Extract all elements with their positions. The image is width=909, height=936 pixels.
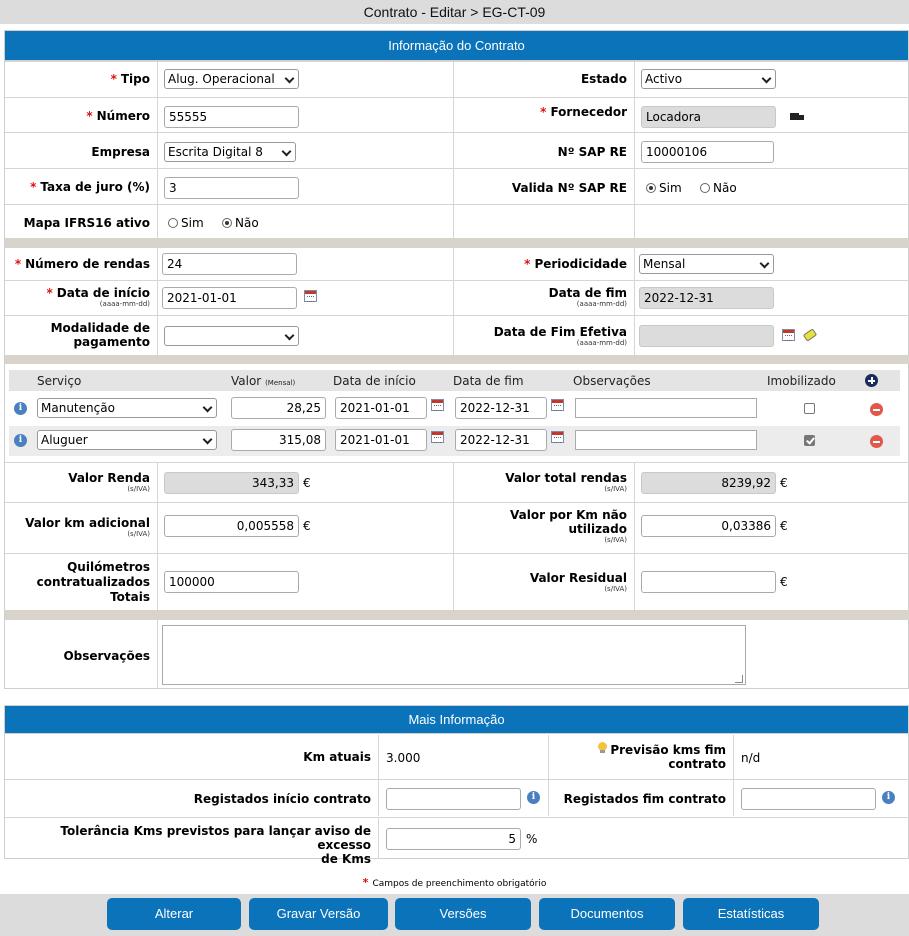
service-select[interactable]: Aluguer — [37, 430, 217, 450]
section-separator — [5, 355, 909, 364]
section-separator — [5, 238, 909, 247]
fornecedor-label: * Fornecedor — [540, 105, 627, 119]
row-numero — [5, 97, 909, 132]
data-fim-efetiva-input — [639, 325, 774, 347]
info-icon[interactable]: i — [14, 434, 27, 447]
km-atuais-value: 3.000 — [386, 751, 421, 765]
fornecedor-input: Locadora — [641, 106, 776, 128]
add-service-icon[interactable] — [865, 374, 878, 387]
more-info-panel — [4, 705, 909, 866]
resize-handle-icon[interactable] — [735, 675, 743, 683]
contract-info-header: Informação do Contrato — [5, 31, 908, 61]
row-km-atuais — [5, 735, 909, 778]
tipo-select[interactable]: Alug. Operacional — [164, 69, 299, 89]
valor-total-label: Valor total rendas (s/IVA) — [505, 471, 627, 493]
column-divider — [634, 462, 635, 610]
row-km-contratualizados — [5, 553, 909, 609]
info-icon[interactable]: i — [527, 791, 540, 804]
documentos-button[interactable]: Documentos — [539, 898, 675, 930]
service-row — [9, 394, 900, 424]
reg-inicio-label: Registados início contrato — [193, 792, 371, 806]
sap-input[interactable]: 10000106 — [641, 141, 774, 163]
currency-label: € — [780, 519, 788, 533]
currency-label: € — [303, 476, 311, 490]
ifrs-label: Mapa IFRS16 ativo — [23, 216, 150, 230]
imobilizado-checkbox[interactable] — [804, 403, 815, 414]
column-divider — [453, 247, 454, 355]
estado-select[interactable]: Activo — [641, 69, 776, 89]
valida-sap-label: Valida Nº SAP RE — [511, 181, 627, 195]
calendar-icon[interactable] — [551, 399, 564, 411]
row-valor-renda — [5, 462, 909, 502]
data-fim-efetiva-label: Data de Fim Efetiva (aaaa-mm-dd) — [493, 325, 627, 347]
valor-renda-input: 343,33 — [164, 472, 299, 494]
km-adicional-label: Valor km adicional (s/IVA) — [25, 516, 150, 538]
periodicidade-select[interactable]: Mensal — [639, 254, 774, 274]
row-taxa — [5, 168, 909, 203]
header-servico: Serviço — [37, 374, 82, 388]
ifrs-sim-radio[interactable]: Sim — [168, 216, 204, 230]
service-row — [9, 426, 900, 456]
previsao-value: n/d — [741, 751, 761, 765]
empresa-label: Empresa — [91, 145, 150, 159]
service-observacoes-input[interactable] — [575, 430, 757, 450]
truck-icon[interactable] — [790, 113, 804, 122]
currency-label: € — [780, 575, 788, 589]
data-fim-label: Data de fim (aaaa-mm-dd) — [548, 286, 627, 308]
header-valor: Valor (Mensal) — [231, 374, 296, 388]
more-info-header: Mais Informação — [5, 706, 908, 734]
valor-residual-input[interactable] — [641, 571, 776, 593]
taxa-label: * Taxa de juro (%) — [30, 180, 150, 194]
km-adicional-input[interactable]: 0,005558 — [164, 515, 299, 537]
km-nao-utilizado-input[interactable]: 0,03386 — [641, 515, 776, 537]
km-nao-utilizado-label: Valor por Km não utilizado (s/IVA) — [510, 508, 627, 544]
column-divider — [634, 247, 635, 355]
header-imobilizado: Imobilizado — [767, 374, 836, 388]
modalidade-select[interactable] — [164, 326, 299, 346]
versoes-button[interactable]: Versões — [395, 898, 531, 930]
valida-sap-nao-radio[interactable]: Não — [700, 181, 737, 195]
gravar-versao-button[interactable]: Gravar Versão — [249, 898, 388, 930]
valor-total-input: 8239,92 — [641, 472, 776, 494]
data-fim-input: 2022-12-31 — [639, 287, 774, 309]
valida-sap-sim-radio[interactable]: Sim — [646, 181, 682, 195]
estado-label: Estado — [580, 72, 627, 86]
num-rendas-label: * Número de rendas — [14, 257, 150, 271]
service-data-inicio-input[interactable]: 2021-01-01 — [335, 429, 427, 451]
radio-icon — [168, 218, 178, 228]
column-divider — [378, 817, 379, 859]
calendar-icon[interactable] — [551, 431, 564, 443]
valor-residual-label: Valor Residual (s/IVA) — [529, 571, 627, 593]
data-inicio-label: * Data de início (aaaa-mm-dd) — [46, 286, 150, 308]
tolerancia-input[interactable]: 5 — [386, 828, 521, 850]
periodicidade-label: * Periodicidade — [524, 257, 627, 271]
column-divider — [378, 735, 379, 816]
row-rendas — [5, 247, 909, 279]
column-divider — [157, 619, 158, 689]
observacoes-label: Observações — [63, 649, 150, 663]
taxa-input[interactable]: 3 — [164, 177, 299, 199]
header-observacoes: Observações — [573, 374, 651, 388]
radio-icon — [700, 183, 710, 193]
estatisticas-button[interactable]: Estatísticas — [683, 898, 819, 930]
num-rendas-input[interactable]: 24 — [162, 253, 297, 275]
sap-label: Nº SAP RE — [557, 145, 627, 159]
section-separator — [5, 610, 909, 619]
row-datas — [5, 280, 909, 314]
row-empresa — [5, 132, 909, 167]
km-contratualizados-input[interactable]: 100000 — [164, 571, 299, 593]
row-km-adicional — [5, 502, 909, 553]
calendar-icon[interactable] — [304, 290, 317, 302]
service-observacoes-input[interactable] — [575, 398, 757, 418]
contract-info-panel — [4, 30, 909, 689]
tipo-label: * Tipo — [110, 72, 150, 86]
radio-selected-icon — [222, 218, 232, 228]
service-data-fim-input[interactable]: 2022-12-31 — [455, 429, 547, 451]
service-data-inicio-input[interactable]: 2021-01-01 — [335, 397, 427, 419]
column-divider — [453, 462, 454, 610]
valor-renda-label: Valor Renda (s/IVA) — [68, 471, 150, 493]
row-modalidade — [5, 315, 909, 355]
service-valor-input[interactable]: 28,25 — [231, 397, 326, 419]
calendar-icon[interactable] — [431, 431, 444, 443]
column-divider — [634, 61, 635, 238]
observacoes-textarea[interactable] — [162, 625, 746, 685]
eraser-icon[interactable] — [803, 328, 817, 341]
tolerancia-label: Tolerância Kms previstos para lançar aviso de excesso de Kms — [60, 824, 371, 866]
alterar-button[interactable]: Alterar — [107, 898, 241, 930]
remove-service-icon[interactable] — [870, 403, 883, 416]
radio-selected-icon — [646, 183, 656, 193]
ifrs-nao-radio[interactable]: Não — [222, 216, 259, 230]
column-divider — [157, 247, 158, 355]
data-inicio-input[interactable]: 2021-01-01 — [162, 287, 297, 309]
header-data-fim: Data de fim — [453, 374, 524, 388]
currency-label: € — [780, 476, 788, 490]
column-divider — [733, 735, 734, 816]
reg-fim-input[interactable] — [741, 788, 876, 810]
numero-label: * Número — [86, 109, 150, 123]
service-data-fim-input[interactable]: 2022-12-31 — [455, 397, 547, 419]
remove-service-icon[interactable] — [870, 435, 883, 448]
calendar-icon[interactable] — [782, 329, 795, 341]
column-divider — [548, 735, 549, 816]
info-icon[interactable]: i — [882, 791, 895, 804]
page-title: Contrato - Editar > EG-CT-09 — [0, 0, 909, 24]
info-icon[interactable]: i — [14, 402, 27, 415]
service-select[interactable]: Manutenção — [37, 398, 217, 418]
header-data-inicio: Data de início — [333, 374, 416, 388]
modalidade-label: Modalidade de pagamento — [50, 321, 150, 349]
reg-inicio-input[interactable] — [386, 788, 521, 810]
row-tipo — [5, 61, 909, 96]
km-atuais-label: Km atuais — [303, 750, 371, 764]
services-table — [5, 364, 909, 461]
row-registados — [5, 779, 909, 816]
km-contratualizados-label: Quilómetros contratualizados Totais — [36, 560, 150, 604]
reg-fim-label: Registados fim contrato — [563, 792, 726, 806]
service-valor-input[interactable]: 315,08 — [231, 429, 326, 451]
column-divider — [157, 462, 158, 610]
row-ifrs — [5, 204, 909, 238]
empresa-select[interactable]: Escrita Digital 8 — [164, 142, 296, 162]
column-divider — [453, 61, 454, 238]
imobilizado-checkbox[interactable] — [804, 435, 815, 446]
required-note: * Campos de preenchimento obrigatório — [362, 876, 547, 889]
column-divider — [157, 61, 158, 238]
currency-label: € — [303, 519, 311, 533]
previsao-label: Previsão kms fim contrato — [610, 743, 726, 771]
calendar-icon[interactable] — [431, 399, 444, 411]
percent-label: % — [526, 832, 538, 846]
row-tolerancia — [5, 817, 909, 866]
row-observacoes — [5, 619, 909, 689]
numero-input[interactable]: 55555 — [164, 106, 299, 128]
